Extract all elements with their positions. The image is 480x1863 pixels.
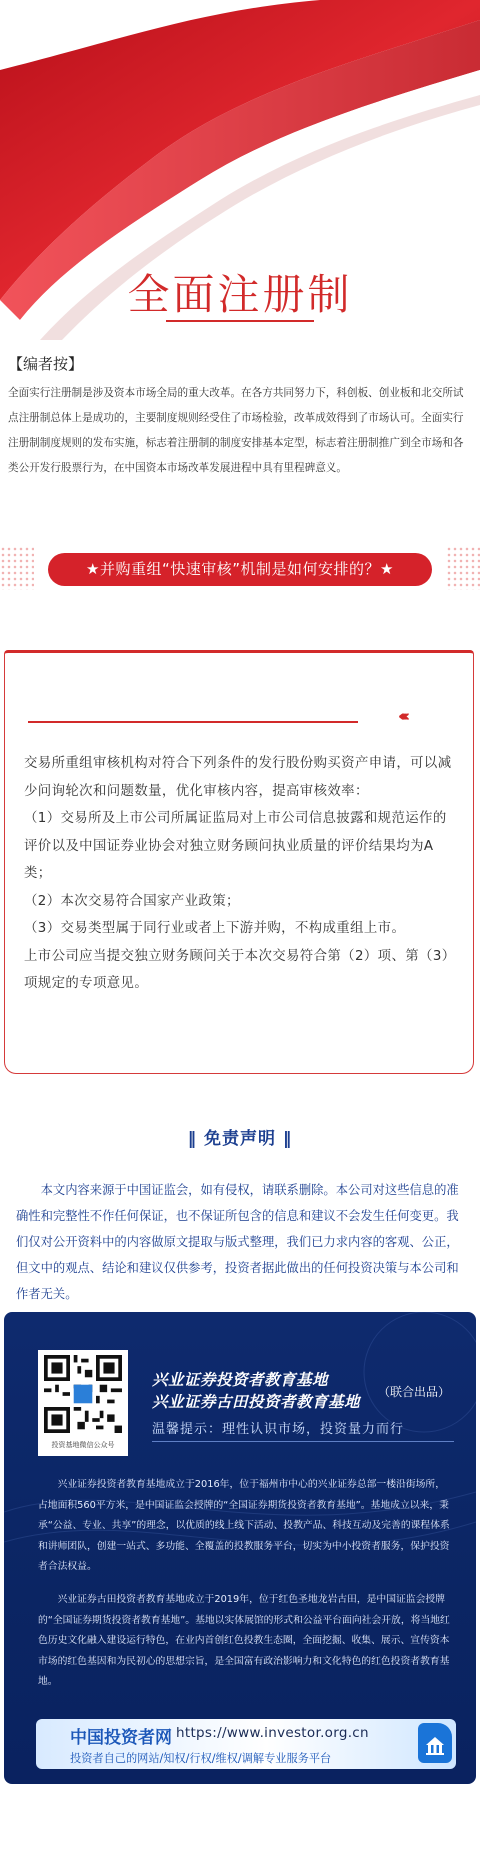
tip-underline (152, 1441, 454, 1442)
disclaimer-text: 本文内容来源于中国证监会，如有侵权，请联系删除。本公司对这些信息的准确性和完整性不作任何保证，也不保证所包含的信息和建议不会发生任何变更。我们仅对公开资料中的内容做原文提取与版式整理，我们已力求内容的客观、公正，但文中的观点、结论和建议仅供参考，投资者据此做出的任何投资决策与本公司和作者无关。 (16, 1183, 459, 1301)
editor-note-text: 全面实行注册制是涉及资本市场全局的重大改革。在各方共同努力下，科创板、创业板和北交所试点注册制总体上是成功的，主要制度规则经受住了市场检验，改革成效得到了市场认可。全面实行注册制制度规则的发布实施，标志着注册制的制度安排基本定型，标志着注册制推广到全市场和各类公开发行股票行为，在中国资本市场改革发展进程中具有里程碑意义。 (8, 387, 464, 474)
joint-production-label: （联合出品） (378, 1385, 451, 1399)
base-name-gutian: 兴业证券古田投资者教育基地 (152, 1393, 361, 1411)
title-underline (166, 320, 314, 322)
investor-net-slogan: 投资者自己的网站/知权/行权/维权/调解专业服务平台 (70, 1752, 332, 1765)
dot-pattern-left (0, 546, 34, 590)
chevrons-left-icon: ‹‹‹‹‹‹ (398, 707, 406, 725)
page-title: 全面注册制 (127, 270, 353, 319)
investor-net-logo: 中国投资者网 (70, 1728, 172, 1748)
answer-paragraph: （3）交易类型属于同行业或者上下游并购，不构成重组上市。 (24, 921, 406, 936)
gutian-intro-paragraph: 兴业证券古田投资者教育基地成立于2019年，位于红色圣地龙岩古田，是中国证监会授牌的“全国证券期货投资者教育基地”。基地以实体展馆的形式和公益平台面向社会开放，将当地红色历史文化融入建设运行特色，在业内首创红色投教生态圈，全面挖掘、收集、展示、宣传资本市场的红色基因和为民初心的思想宗旨，是全国富有政治影响力和文化特色的红色投资者教育基地。 (38, 1594, 450, 1687)
qr-caption: 投资基地微信公众号 (51, 1441, 115, 1449)
investor-net-url[interactable]: https://www.investor.org.cn (176, 1725, 369, 1741)
answer-paragraph: （2）本次交易符合国家产业政策； (24, 893, 240, 909)
disclaimer-title: ‖ 免责声明 ‖ (187, 1129, 293, 1149)
answer-text (24, 750, 456, 998)
qr-code-icon[interactable] (44, 1355, 122, 1433)
answer-paragraph: 上市公司应当提交独立财务顾问关于本次交易符合第（2）项、第（3）项规定的专项意见。 (24, 948, 456, 991)
base-intro-paragraph: 兴业证券投资者教育基地成立于2016年，位于福州市中心的兴业证券总部一楼沿街场所，占地面积560平方米，是中国证监会授牌的“全国证券期货投资者教育基地”。基地成立以来，秉承“公益、专业、共享”的理念，以优质的线上线下活动、投教产品、科技互动及完善的课程体系和讲师团队，创建一站式、多功能、全覆盖的投教服务平台，切实为中小投资者服务，保护投资者合法权益。 (38, 1479, 450, 1572)
investor-net-building-icon (418, 1723, 452, 1763)
warm-tip: 温馨提示：理性认识市场，投资量力而行 (152, 1422, 405, 1437)
card-divider-line (28, 721, 358, 723)
editor-note-heading: 【编者按】 (8, 355, 84, 373)
answer-paragraph: 交易所重组审核机构对符合下列条件的发行股份购买资产申请，可以减少问询轮次和问题数量，优化审核内容，提高审核效率： (24, 756, 452, 799)
base-name-primary: 兴业证券投资者教育基地 (152, 1371, 329, 1389)
question-banner: ★并购重组“快速审核”机制是如何安排的？★ (48, 553, 432, 586)
dot-pattern-right (446, 546, 480, 590)
answer-paragraph: （1）交易所及上市公司所属证监局对上市公司信息披露和规范运作的评价以及中国证券业协会对独立财务顾问执业质量的评价结果均为A类； (24, 811, 447, 881)
